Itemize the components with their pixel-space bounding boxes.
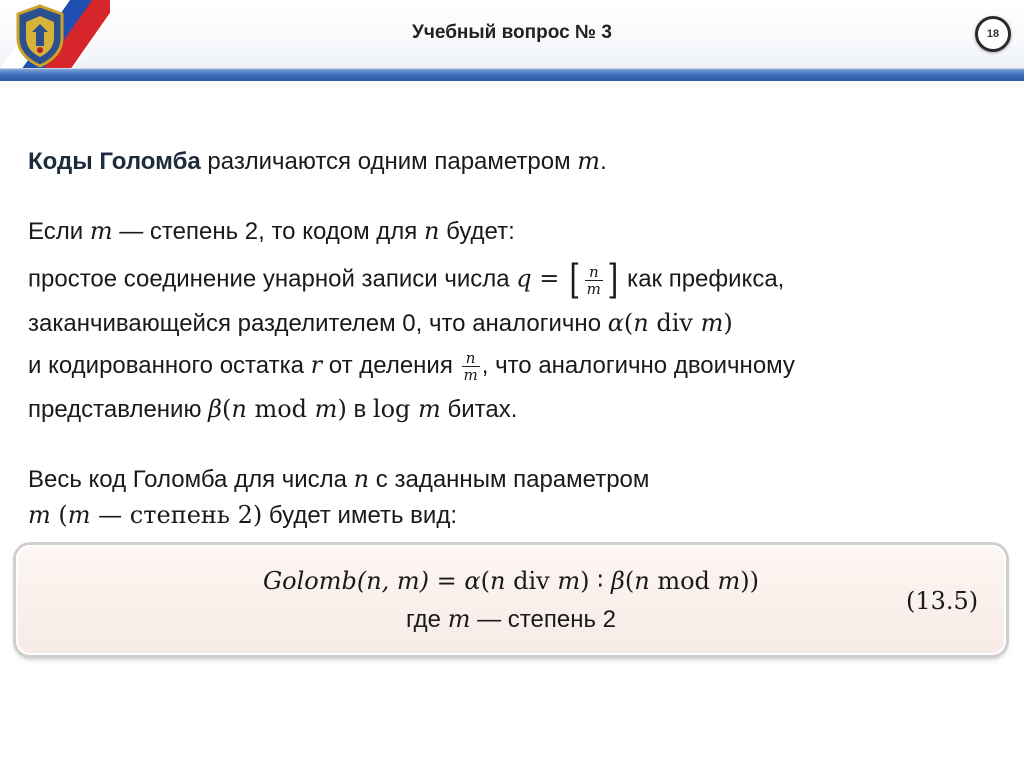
equation-number: (13.5) bbox=[906, 587, 979, 615]
paragraph-1: Коды Голомба различаются одним параметром m. bbox=[28, 147, 607, 175]
golomb-formula: Golomb(n, m) = α(n div m) ∶ β(n mod m)) bbox=[262, 567, 760, 595]
formula-where-clause: где m — степень 2 bbox=[406, 605, 616, 633]
ceil-bracket-right: ] bbox=[607, 257, 619, 303]
header-divider-bar bbox=[0, 68, 1024, 81]
paragraph-2-line-5: представлению β(n mod m) в log m битах. bbox=[28, 395, 518, 423]
fraction-n-over-m-2: $\frac{n}{m}$ bbox=[463, 349, 478, 385]
paragraph-3-line-1: Весь код Голомба для числа n с заданным параметром bbox=[28, 465, 650, 493]
ceil-bracket-left: [ bbox=[569, 257, 581, 303]
paragraph-2-line-2: простое соединение унарной записи числа q = [ $\frac{n}{m}$ ] как префикса, bbox=[28, 257, 785, 303]
formula-box bbox=[16, 545, 1006, 655]
paragraph-2-line-3: заканчивающейся разделителем 0, что аналогично α(n div m) bbox=[28, 309, 733, 337]
page-number-badge: 18 bbox=[975, 16, 1011, 52]
paragraph-2-line-1: Если m — степень 2, то кодом для n будет: bbox=[28, 217, 515, 245]
paragraph-2-line-4: и кодированного остатка r от деления $\frac{n}{m}$ , что аналогично двоичному bbox=[28, 349, 795, 385]
slide-header bbox=[0, 0, 1024, 80]
slide-title: Учебный вопрос № 3 bbox=[412, 22, 612, 43]
paragraph-3-line-2: m (m — степень 2) будет иметь вид: bbox=[28, 501, 457, 529]
golomb-term: Коды Голомба bbox=[28, 148, 201, 175]
fraction-n-over-m: $\frac{n}{m}$ bbox=[586, 262, 601, 298]
